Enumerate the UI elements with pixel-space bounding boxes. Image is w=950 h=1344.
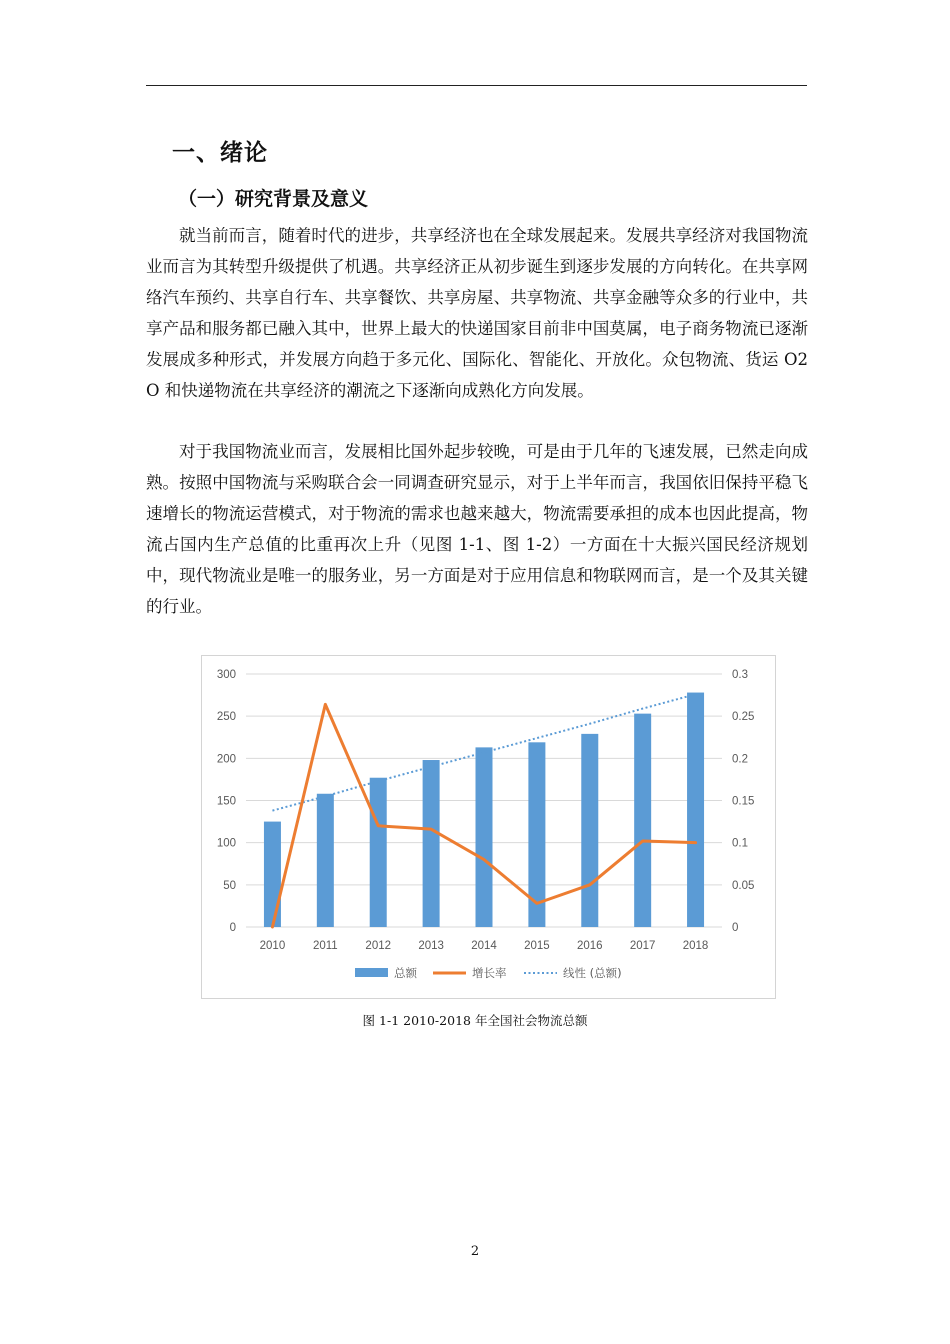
right-tick-label: 0.2 <box>732 753 748 766</box>
x-tick-label: 2018 <box>682 940 709 952</box>
logistics-total-chart <box>201 655 776 999</box>
left-tick-label: 200 <box>216 753 236 766</box>
bar-total <box>634 714 651 927</box>
right-tick-label: 0.1 <box>732 837 748 850</box>
right-tick-label: 0.15 <box>732 795 755 808</box>
bar-total <box>581 734 598 927</box>
x-tick-label: 2011 <box>312 940 338 952</box>
x-tick-label: 2010 <box>259 940 286 952</box>
left-tick-label: 50 <box>223 879 236 892</box>
x-tick-label: 2013 <box>418 940 444 952</box>
legend-label-growth: 增长率 <box>472 966 507 980</box>
bar-total <box>264 822 281 927</box>
chart-svg <box>202 656 777 1000</box>
left-tick-label: 250 <box>216 711 236 724</box>
legend-swatch-total <box>355 968 388 977</box>
x-tick-label: 2016 <box>576 940 603 952</box>
bar-total <box>317 794 334 927</box>
left-tick-label: 150 <box>216 795 236 808</box>
x-tick-label: 2014 <box>471 940 497 952</box>
right-tick-label: 0.3 <box>732 669 748 681</box>
right-tick-label: 0.25 <box>732 711 755 724</box>
right-tick-label: 0.05 <box>732 879 755 892</box>
legend-label-trend: 线性 (总额) <box>563 966 622 980</box>
x-tick-label: 2017 <box>629 940 656 952</box>
right-tick-label: 0 <box>732 922 739 934</box>
chapter-heading: 一、绪论 <box>172 140 268 166</box>
figure-caption: 图 1-1 2010-2018 年全国社会物流总额 <box>362 1013 588 1028</box>
legend-label-total: 总额 <box>394 966 417 980</box>
bar-total <box>687 693 704 927</box>
left-tick-label: 300 <box>216 669 236 681</box>
page-number: 2 <box>470 1244 480 1259</box>
paragraph-2: 对于我国物流业而言，发展相比国外起步较晚，可是由于几年的飞速发展，已然走向成熟。按照中国物流与采购联合会一同调查研究显示，对于上半年而言，我国依旧保持平稳飞速增长的物流运营模式，对于物流的需求也越来越大，物流需要承担的成本也因此提高，物流占国内生产总值的比重再次上升（见图 1-1、图 1-2）一方面在十大振兴国民经济规划中，现代物流业是唯一的服务业，另一方面是对于应用信息和物联网而言，是一个及其关键的行业。 <box>146 442 808 616</box>
x-tick-label: 2012 <box>365 940 392 952</box>
bar-total <box>423 760 440 927</box>
bar-total <box>476 747 493 927</box>
section-heading: （一）研究背景及意义 <box>178 188 369 210</box>
left-tick-label: 100 <box>216 837 236 850</box>
paragraph-1: 就当前而言，随着时代的进步，共享经济也在全球发展起来。发展共享经济对我国物流业而言为其转型升级提供了机遇。共享经济正从初步诞生到逐步发展的方向转化。在共享网络汽车预约、共享自行车、共享餐饮、共享房屋、共享物流、共享金融等众多的行业中，共享产品和服务都已融入其中，世界上最大的快递国家目前非中国莫属，电子商务物流已逐渐发展成多种形式，并发展方向趋于多元化、国际化、智能化、开放化。众包物流、货运 O2 O 和快递物流在共享经济的潮流之下逐渐向成熟化方向发展。 <box>146 226 808 400</box>
bar-total <box>370 778 387 927</box>
x-tick-label: 2015 <box>524 940 550 952</box>
left-tick-label: 0 <box>229 922 236 934</box>
header-rule <box>146 85 807 86</box>
